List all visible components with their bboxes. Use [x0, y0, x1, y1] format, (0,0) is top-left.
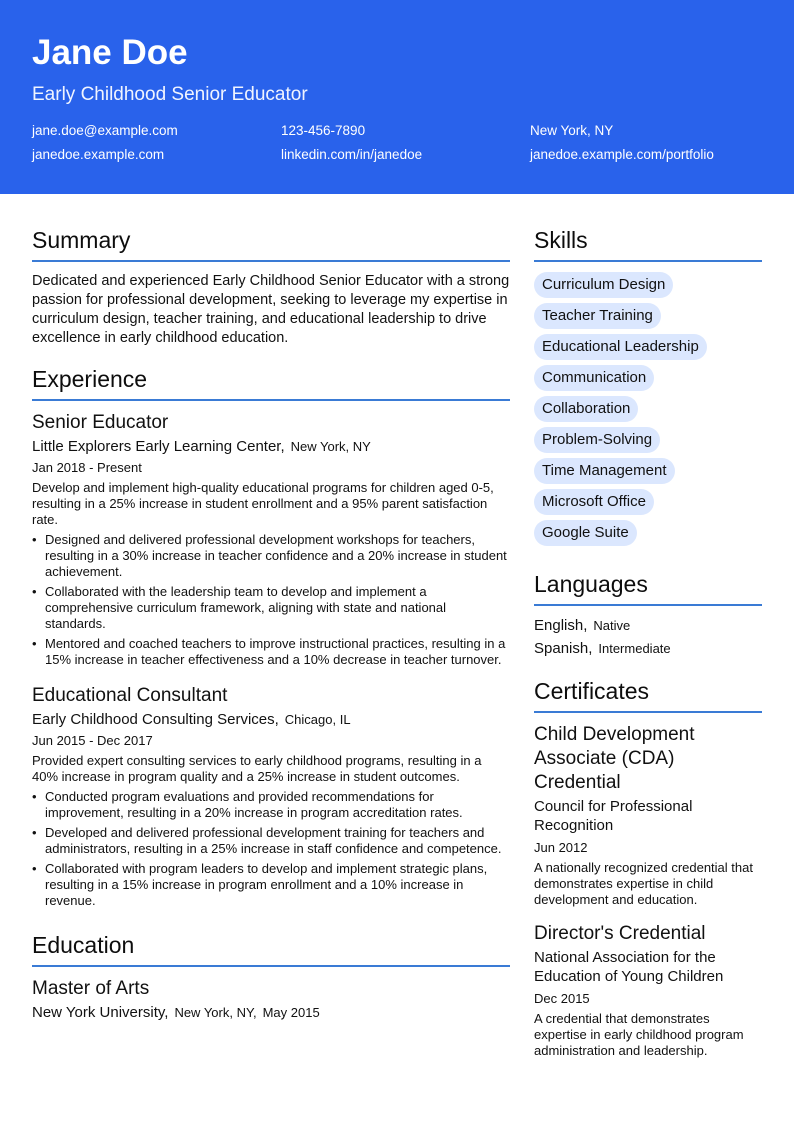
language-item	[534, 616, 762, 636]
job-entry	[32, 411, 510, 668]
job-dates: Jan 2018 - Present	[32, 460, 142, 475]
candidate-name: Jane Doe	[32, 33, 188, 72]
school-location: New York, NY,	[174, 1005, 257, 1020]
language-level: Native	[593, 618, 631, 633]
list-item: • Conducted program evaluations and provided recommendations for improvement, resulting in a 20% increase in program accreditation rates.	[32, 789, 510, 821]
experience-section	[32, 365, 510, 909]
education-heading: Education	[32, 931, 510, 967]
graduation-date: May 2015	[262, 1005, 320, 1020]
school-line	[32, 1003, 510, 1023]
resume-header	[0, 0, 794, 194]
language-name: Spanish,	[534, 640, 593, 657]
list-item: • Developed and delivered professional development training for teachers and administrators, resulting in a 25% increase in staff confidence and competence.	[32, 825, 510, 857]
job-title: Educational Consultant	[32, 685, 228, 706]
list-item: • Designed and delivered professional development workshops for teachers, resulting in a 30% increase in teacher confidence and a 20% increase in student achievement.	[32, 532, 510, 580]
summary-heading: Summary	[32, 226, 510, 262]
summary-text: Dedicated and experienced Early Childhood Senior Educator with a strong passion for professional development, seeking to leverage my expertise in curriculum design, teacher training, and educational leadership to drive excellence in early childhood education.	[32, 273, 510, 346]
linkedin-link[interactable]: linkedin.com/in/janedoe	[281, 147, 423, 162]
website-link[interactable]: janedoe.example.com	[32, 147, 165, 162]
skill-chip: Communication	[534, 365, 654, 391]
location: New York, NY	[530, 123, 614, 138]
certificate-entry	[534, 723, 762, 908]
list-item: • Collaborated with the leadership team to develop and implement a comprehensive curriculum framework, aligning with state and national standards.	[32, 584, 510, 632]
job-bullets	[32, 532, 510, 668]
skill-chip: Educational Leadership	[534, 334, 707, 360]
skills-section	[534, 226, 762, 551]
portfolio-link[interactable]: janedoe.example.com/portfolio	[530, 147, 714, 162]
job-location: Chicago, IL	[284, 712, 351, 727]
candidate-title: Early Childhood Senior Educator	[32, 84, 308, 105]
school-name: New York University,	[32, 1004, 169, 1021]
certificate-name: Director's Credential	[534, 923, 706, 944]
company-line	[32, 437, 510, 457]
certificate-issuer: Council for Professional Recognition	[534, 798, 693, 834]
resume-body	[0, 194, 794, 1059]
job-entry	[32, 684, 510, 909]
certificates-section	[534, 677, 762, 1059]
job-description: Provided expert consulting services to early childhood programs, resulting in a 40% increase in program quality and a 25% increase in student outcomes.	[32, 753, 482, 784]
skill-chip: Teacher Training	[534, 303, 661, 329]
company-name: Little Explorers Early Learning Center,	[32, 438, 285, 455]
left-column	[32, 194, 510, 1059]
summary-section	[32, 226, 510, 348]
language-name: English,	[534, 617, 588, 634]
contact-info	[32, 122, 762, 163]
company-line	[32, 710, 510, 730]
certificate-date: Jun 2012	[534, 840, 588, 855]
certificate-description: A nationally recognized credential that demonstrates expertise in child development and education.	[534, 860, 753, 907]
languages-heading: Languages	[534, 570, 762, 606]
certificates-heading: Certificates	[534, 677, 762, 713]
experience-heading: Experience	[32, 365, 510, 401]
email-link[interactable]: jane.doe@example.com	[32, 123, 178, 138]
skills-list	[534, 272, 762, 551]
language-level: Intermediate	[598, 641, 671, 656]
skill-chip: Collaboration	[534, 396, 638, 422]
skill-chip: Curriculum Design	[534, 272, 673, 298]
skill-chip: Google Suite	[534, 520, 637, 546]
job-description: Develop and implement high-quality educational programs for children aged 0-5, resulting in a 25% increase in student enrollment and a 95% parent satisfaction rate.	[32, 480, 494, 527]
languages-section	[534, 570, 762, 659]
list-item: • Mentored and coached teachers to improve instructional practices, resulting in a 15% increase in teacher effectiveness and a 10% decrease in teacher turnover.	[32, 636, 510, 668]
skill-chip: Microsoft Office	[534, 489, 654, 515]
certificate-issuer: National Association for the Education of Young Children	[534, 949, 724, 985]
degree: Master of Arts	[32, 978, 150, 999]
skill-chip: Time Management	[534, 458, 675, 484]
certificate-entry	[534, 922, 762, 1059]
education-section	[32, 931, 510, 1023]
job-dates: Jun 2015 - Dec 2017	[32, 733, 153, 748]
job-title: Senior Educator	[32, 412, 169, 433]
skill-chip: Problem-Solving	[534, 427, 660, 453]
language-item	[534, 639, 762, 659]
skills-heading: Skills	[534, 226, 762, 262]
certificate-name: Child Development Associate (CDA) Credential	[534, 724, 695, 793]
phone-number[interactable]: 123-456-7890	[281, 123, 366, 138]
company-name: Early Childhood Consulting Services,	[32, 711, 279, 728]
job-bullets	[32, 789, 510, 909]
certificate-description: A credential that demonstrates expertise in early childhood program administration and leadership.	[534, 1011, 744, 1058]
certificate-date: Dec 2015	[534, 991, 590, 1006]
right-column	[534, 194, 762, 1059]
job-location: New York, NY	[290, 439, 371, 454]
list-item: • Collaborated with program leaders to develop and implement strategic plans, resulting in a 15% increase in program enrollment and a 10% increase in revenue.	[32, 861, 510, 909]
